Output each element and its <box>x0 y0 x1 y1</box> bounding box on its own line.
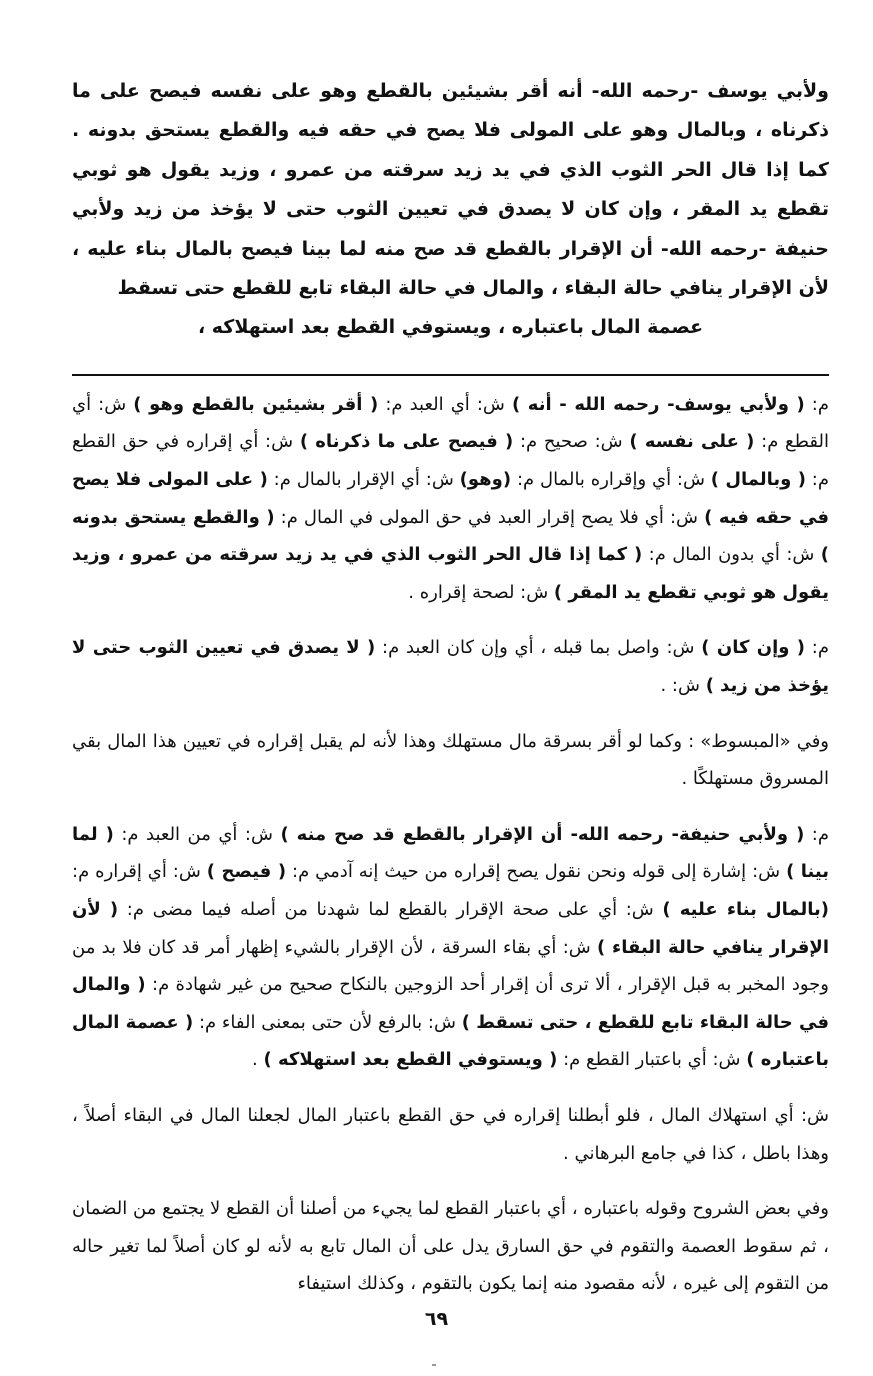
scan-mark <box>432 1364 436 1366</box>
matn-body: ولأبي يوسف -رحمه الله- أنه أقر بشيئين بالقطع وهو على نفسه فيصح على ما ذكرناه ، وبالمال وهو على المولى فلا يصح في حقه فيه والقطع يستحق بدونه . كما إذا قال الحر الثوب الذي في يد زيد سرقته من عمرو ، وزيد يقول هو ثوبي تقطع يد المقر ، وإن كان لا يصدق في تعيين الثوب حتى لا يؤخذ من زيد ولأبي حنيفة -رحمه الله- أن الإقرار بالقطع قد صح منه لما بينا فيصح بالمال بناء عليه ، لأن الإقرار ينافي حالة البقاء ، والمال في حالة البقاء تابع للقطع حتى تسقط <box>72 80 829 300</box>
quoted-matn: ( والمال في حالة البقاء تابع للقطع ، حتى تسقط ) <box>72 974 830 1033</box>
quoted-matn: ( والقطع يستحق بدونه ) <box>72 506 829 566</box>
page-number: ٦٩ <box>424 1308 449 1330</box>
commentary-text: ش: أي الإقرار بالمال م: <box>267 469 460 491</box>
commentary-text: م: <box>804 823 830 845</box>
commentary-text: . <box>252 1049 264 1071</box>
quoted-matn: ( فيصح على ما ذكرناه ) <box>299 431 514 453</box>
commentary-text: ش: أي استهلاك المال ، فلو أبطلنا إقراره في حق القطع باعتبار المال لجعلنا المال في البقاء أصلاً ، وهذا باطل ، كذا في جامع البرهاني . <box>72 1104 829 1164</box>
commentary-text: ش: بالرفع لأن حتى بمعنى الفاء م: <box>193 1011 462 1033</box>
commentary-text: ش: أي بدون المال م: <box>642 544 821 566</box>
sharh-paragraph-4 <box>72 816 829 1079</box>
commentary-text: ش: أي القطع م: <box>72 393 829 453</box>
commentary-text: م: <box>804 393 830 415</box>
matn-text <box>72 72 829 348</box>
quoted-matn: ( لما بينا ) <box>72 823 829 883</box>
commentary-text: وفي بعض الشروح وقوله باعتباره ، أي باعتبار القطع لما يجيء من أصلنا أن القطع لا يجتمع من الضمان ، ثم سقوط العصمة والتقوم في حق السارق يدل على أن المال تابع به لأنه لو كان أصلاً لما تغير حاله من التقوم إلى غيره ، لأنه مقصود منه إنما يكون بالتقوم ، وكذلك استيفاء <box>72 1198 829 1295</box>
commentary-text: ش: أي إقراره م: <box>72 861 207 883</box>
page-content <box>72 72 829 1303</box>
quoted-matn: ( كما إذا قال الحر الثوب الذي في يد زيد سرقته من عمرو ، وزيد يقول هو ثوبي تقطع يد المقر ) <box>72 544 829 603</box>
quoted-matn: ( عصمة المال باعتباره ) <box>72 1011 829 1071</box>
sharh-paragraph-3 <box>72 723 829 798</box>
commentary-text: ش: أي بقاء السرقة ، لأن الإقرار بالشيء إظهار أمر قد كان فلا بد من وجود المخبر به قبل الإقرار ، ألا ترى أن إقرار أحد الزوجين بالنكاح صحيح من غير شهادة م: <box>72 936 829 996</box>
commentary-text: وفي «المبسوط» : وكما لو أقر بسرقة مال مستهلك وهذا لأنه لم يقبل إقراره في تعيين هذا المال بقي المسروق مستهلكًا . <box>72 730 829 790</box>
quoted-matn: ( أقر بشيئين بالقطع وهو ) <box>133 393 379 415</box>
commentary-text: ش: لصحة إقراره . <box>408 581 554 603</box>
quoted-matn: ( ويستوفي القطع بعد استهلاكه ) <box>263 1049 558 1071</box>
quoted-matn: (وهو) <box>459 469 512 491</box>
quoted-matn: ( وبالمال ) <box>710 469 806 491</box>
commentary-text: ش: أي العبد م: <box>378 393 512 415</box>
matn-last-line: عصمة المال باعتباره ، ويستوفي القطع بعد استهلاكه ، <box>197 316 704 339</box>
quoted-matn: ( فيصح ) <box>206 861 287 883</box>
quoted-matn: ( ولأبي حنيفة- رحمه الله- أن الإقرار بالقطع قد صح منه ) <box>280 823 805 845</box>
quoted-matn: ( على المولى فلا يصح في حقه فيه ) <box>72 469 829 528</box>
commentary-text: ش: أي على صحة الإقرار بالقطع لما شهدنا من أصله فيما مضى م: <box>118 898 663 920</box>
sharh-paragraph-1 <box>72 386 829 612</box>
sharh-paragraph-6 <box>72 1190 829 1303</box>
commentary-text: ش: واصل بما قبله ، أي وإن كان العبد م: <box>375 637 702 659</box>
commentary-text: ش: صحيح م: <box>513 431 630 453</box>
commentary-text: ش: أي فلا يصح إقرار العبد في حق المولى في المال م: <box>274 506 705 528</box>
commentary-text: ش: أي وإقراره بالمال م: <box>511 469 711 491</box>
quoted-matn: ( وإن كان ) <box>701 637 805 659</box>
commentary-text: ش: إشارة إلى قوله ونحن نقول يصح إقراره من حيث إنه آدمي م: <box>286 861 787 883</box>
separator-line <box>72 374 829 376</box>
quoted-matn: ( لا يصدق في تعيين الثوب حتى لا يؤخذ من زيد ) <box>72 637 829 696</box>
quoted-matn: ( على نفسه ) <box>629 431 755 453</box>
commentary-text: ش: أي من العبد م: <box>113 823 281 845</box>
commentary-text: ش: أي إقراره في حق القطع م: <box>72 431 829 491</box>
commentary-text: ش: أي باعتبار القطع م: <box>557 1049 747 1071</box>
sharh-paragraph-2 <box>72 629 829 704</box>
quoted-matn: ( لأن الإقرار ينافي حالة البقاء ) <box>72 898 830 958</box>
commentary-text: م: <box>805 637 829 659</box>
sharh-paragraph-5 <box>72 1097 829 1172</box>
quoted-matn: ( ولأبي يوسف- رحمه الله - أنه ) <box>511 393 805 415</box>
commentary-text: ش: . <box>660 675 706 696</box>
quoted-matn: (بالمال بناء عليه ) <box>662 898 829 920</box>
